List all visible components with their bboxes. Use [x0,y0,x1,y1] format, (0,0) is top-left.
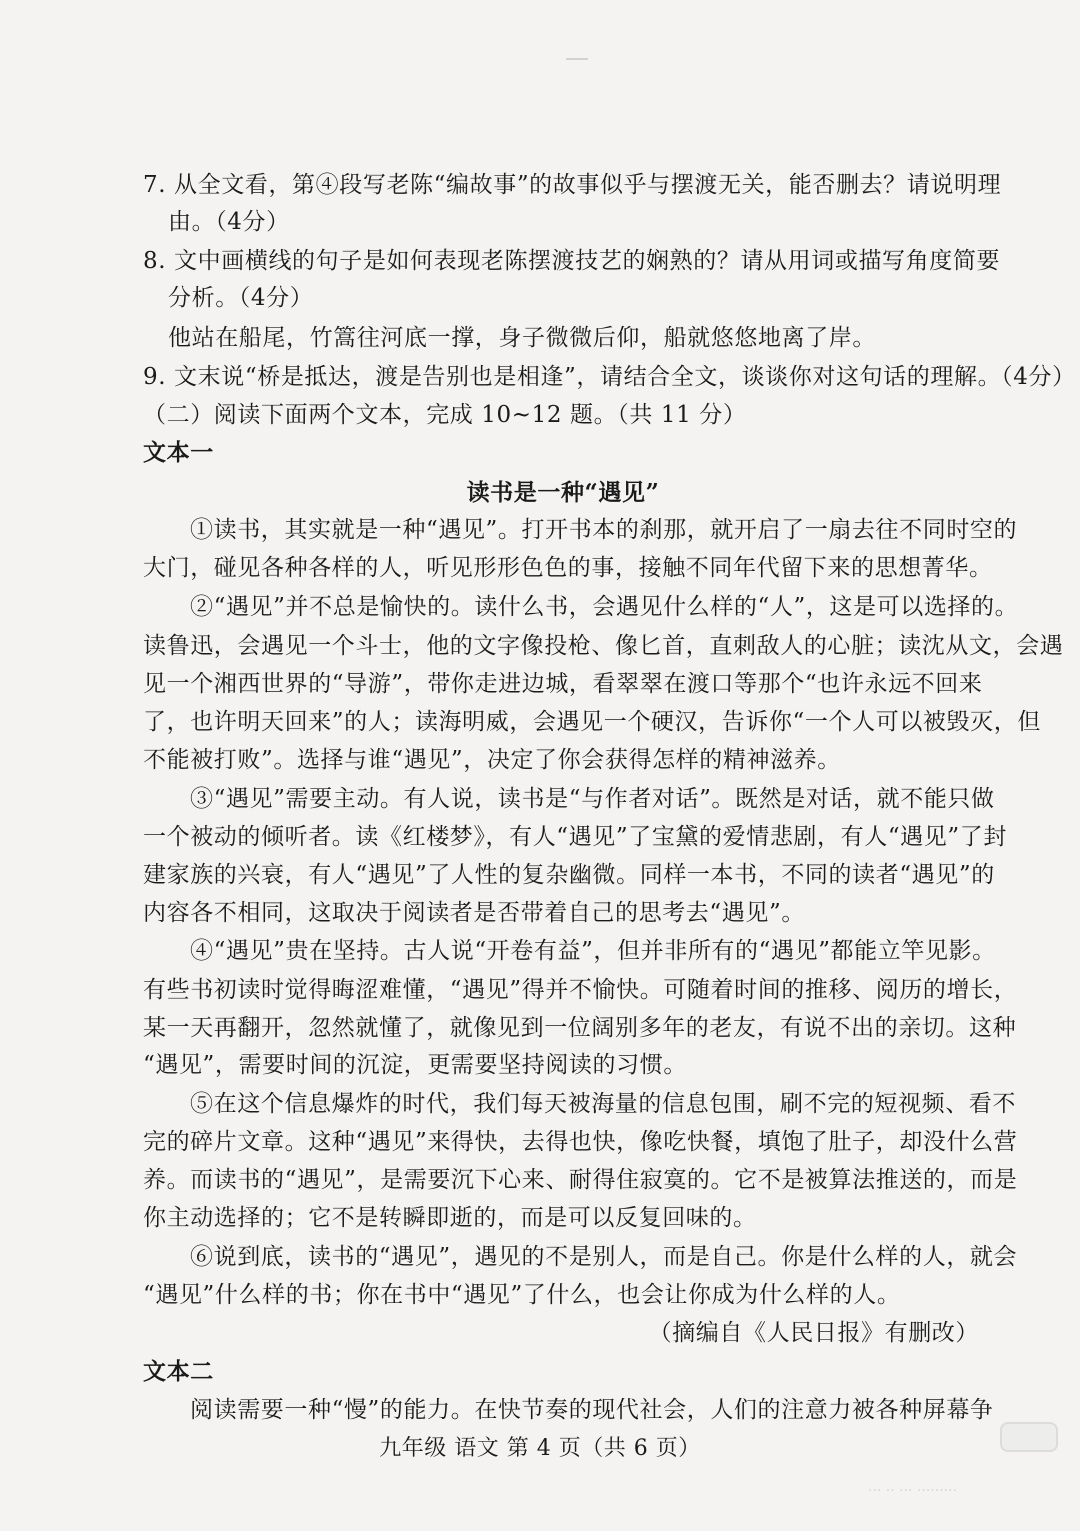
article-title: 读书是一种“遇见” [466,479,660,506]
article-source: （摘编自《人民日报》有删改） [648,1320,979,1346]
paragraph-line: ④“遇见”贵在坚持。古人说“开卷有益”，但并非所有的“遇见”都能立竿见影。 [190,938,996,964]
question-8-line-1: 8. 文中画横线的句子是如何表现老陈摆渡技艺的娴熟的？请从用词或描写角度简要 [143,248,1001,274]
paragraph-line: 读鲁迅，会遇见一个斗士，他的文字像投枪、像匕首，直刺敌人的心脏；读沈从文，会遇 [143,633,1064,659]
question-7-line-2: 由。（4分） [168,209,290,235]
paragraph-line: 见一个湘西世界的“导游”，带你走进边城，看翠翠在渡口等那个“也许永远不回来 [143,671,983,697]
question-8-quote: 他站在船尾，竹篙往河底一撑，身子微微后仰，船就悠悠地离了岸。 [168,325,876,351]
question-7-line-1: 7. 从全文看，第④段写老陈“编故事”的故事似乎与摆渡无关，能否删去？请说明理 [143,172,1002,198]
watermark-logo-icon [1000,1422,1058,1452]
paragraph-line: 不能被打败”。选择与谁“遇见”，决定了你会获得怎样的精神滋养。 [143,747,841,773]
paragraph-line: 养。而读书的“遇见”，是需要沉下心来、耐得住寂寞的。它不是被算法推送的，而是 [143,1167,1018,1193]
paragraph-line: ⑤在这个信息爆炸的时代，我们每天被海量的信息包围，刷不完的短视频、看不 [190,1091,1016,1117]
question-9: 9. 文末说“桥是抵达，渡是告别也是相逢”，请结合全文，谈谈你对这句话的理解。（4分） [143,364,1076,390]
page-footer: 九年级 语文 第 4 页（共 6 页） [379,1436,701,1461]
scan-mark [566,58,588,60]
paragraph-line: 内容各不相同，这取决于阅读者是否带着自己的思考去“遇见”。 [143,900,805,926]
paragraph-line: 某一天再翻开，忽然就懂了，就像见到一位阔别多年的老友，有说不出的亲切。这种 [143,1015,1017,1041]
paragraph-line: 你主动选择的；它不是转瞬即逝的，而是可以反复回味的。 [143,1205,757,1231]
paragraph-line: “遇见”，需要时间的沉淀，更需要坚持阅读的习惯。 [143,1052,687,1078]
paragraph-line: 完的碎片文章。这种“遇见”来得快，去得也快，像吃快餐，填饱了肚子，却没什么营 [143,1129,1018,1155]
paragraph-line: ⑥说到底，读书的“遇见”，遇见的不是别人，而是自己。你是什么样的人，就会 [190,1244,1018,1270]
text-two-line-1: 阅读需要一种“慢”的能力。在快节奏的现代社会，人们的注意力被各种屏幕争 [190,1397,994,1423]
paragraph-line: 大门，碰见各种各样的人，听见形形色色的事，接触不同年代留下来的思想菁华。 [143,555,993,581]
watermark-text: ··· ·· ··· ········· [868,1483,958,1499]
paragraph-line: ①读书，其实就是一种“遇见”。打开书本的刹那，就开启了一扇去往不同时空的 [190,517,1018,543]
paragraph-line: 建家族的兴衰，有人“遇见”了人性的复杂幽微。同样一本书，不同的读者“遇见”的 [143,862,995,888]
paragraph-line: ②“遇见”并不总是愉快的。读什么书，会遇见什么样的“人”，这是可以选择的。 [190,594,1019,620]
paragraph-line: 一个被动的倾听者。读《红楼梦》，有人“遇见”了宝黛的爱情悲剧，有人“遇见”了封 [143,824,1007,850]
text-two-label: 文本二 [143,1358,214,1385]
paragraph-line: 有些书初读时觉得晦涩难懂，“遇见”得并不愉快。可随着时间的推移、阅历的增长， [143,977,1018,1003]
paragraph-line: ③“遇见”需要主动。有人说，读书是“与作者对话”。既然是对话，就不能只做 [190,786,995,812]
paragraph-line: 了，也许明天回来”的人；读海明威，会遇见一个硬汉，告诉你“一个人可以被毁灭，但 [143,709,1041,735]
section-2-intro: （二）阅读下面两个文本，完成 10~12 题。（共 11 分） [143,402,747,428]
question-8-line-2: 分析。（4分） [168,285,314,311]
text-one-label: 文本一 [143,439,214,466]
paragraph-line: “遇见”什么样的书；你在书中“遇见”了什么，也会让你成为什么样的人。 [143,1282,901,1308]
